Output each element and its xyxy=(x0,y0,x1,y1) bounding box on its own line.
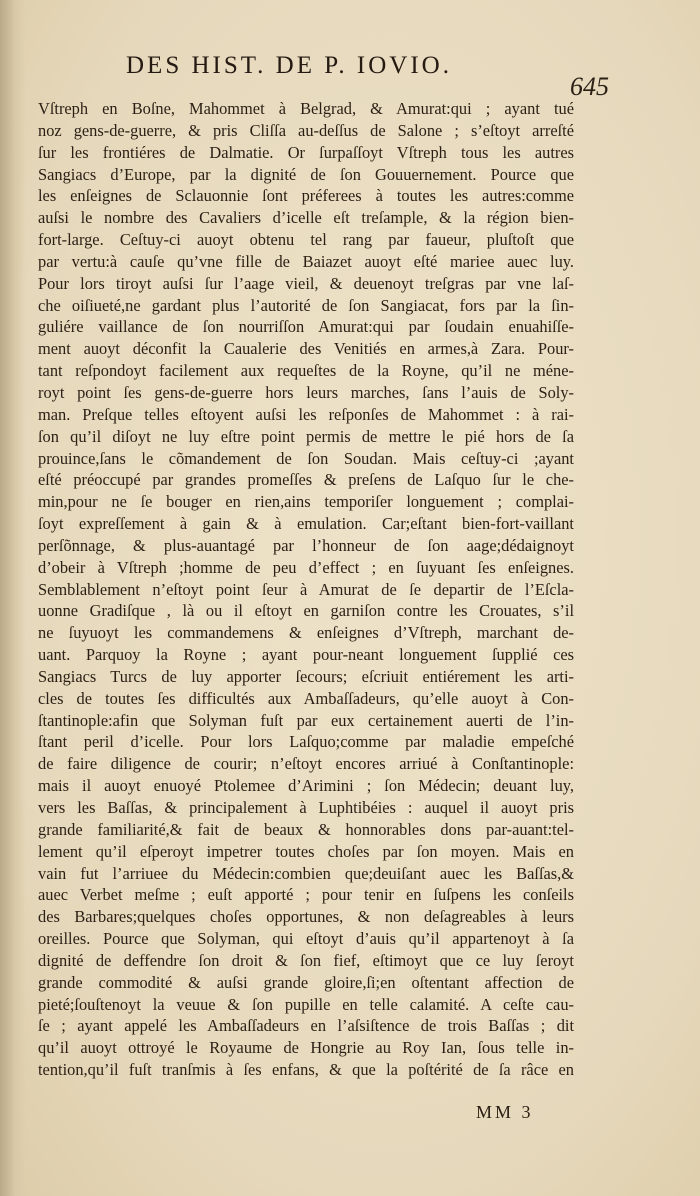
page-number: 645 xyxy=(570,72,609,101)
text-line: Pour lors tiroyt auſsi ſur l’aage vieil, & deuenoyt treſgras par vne laſ- xyxy=(38,273,574,293)
text-line: dignité de deffendre ſon droit & ſon fief, eſtimoyt que ce luy ſeroyt xyxy=(38,950,574,970)
text-line: ſoyt expreſſement à gain & à emulation. Car;eſtant bien-fort-vaillant xyxy=(38,514,574,534)
body-text xyxy=(38,98,574,1081)
text-line: uant. Parquoy la Royne ; ayant pour-neant longuement ſupplié ces xyxy=(38,645,574,665)
text-line: ſe ; ayant appelé les Ambaſſadeurs en l’aſsiſtence de trois Baſſas ; dit xyxy=(38,1016,574,1036)
text-line: lement qu’il eſperoyt impetrer toutes choſes par ſon moyen. Mais en xyxy=(38,841,574,861)
text-line: che oiſiueté,ne gardant plus l’autorité de ſon Sangiacat, fors par la ſin- xyxy=(38,295,574,315)
text-line: de faire diligence de courir; n’eſtoyt encores arriué à Conſtantinople: xyxy=(38,754,574,774)
text-line: uonne Gradiſque , là ou il eſtoyt en garniſon contre les Crouates, s’il xyxy=(38,601,574,621)
text-line: par vertu:à cauſe qu’vne fille de Baiazet auoyt eſté mariee auec luy. xyxy=(38,251,574,271)
text-line: ſon qu’il diſoyt ne luy eſtre point permis de mettre le pié hors de ſa xyxy=(38,426,574,446)
text-line: prouince,ſans le cõmandement de ſon Soudan. Mais ceſtuy-ci ;ayant xyxy=(38,448,574,468)
text-line: d’obeir à Vſtreph ;homme de peu d’effect ; en ſuyuant ſes enſeignes. xyxy=(38,557,574,577)
text-line: royt point ſes gens-de-guerre hors leurs marches, ſans l’auis de Soly- xyxy=(38,382,574,402)
page-header xyxy=(0,52,700,101)
text-line: des Barbares;quelques choſes opportunes, & non deſagreables à leurs xyxy=(38,907,574,927)
text-line: guliére vaillance de ſon nourriſſon Amurat:qui par ſoudain enuahiſſe- xyxy=(38,317,574,337)
page-gutter-shadow xyxy=(0,0,26,1196)
text-line: les enſeignes de Sclauonnie ſont préferees à toutes les autres:comme xyxy=(38,186,574,206)
text-line: tant reſpondoyt facilement aux requeſtes de la Royne, qu’il ne méne- xyxy=(38,361,574,381)
running-head: DES HIST. DE P. IOVIO. xyxy=(126,52,452,79)
text-line: ſtantinople:afin que Solyman fuſt par eux certainement auerti de l’in- xyxy=(38,710,574,730)
text-line: cles de toutes ſes difficultés aux Ambaſſadeurs, qu’elle auoyt à Con- xyxy=(38,688,574,708)
text-line: eſté préoccupé par grandes promeſſes & preſens de Laſquo ſur le che- xyxy=(38,470,574,490)
text-line: ſur les frontiéres de Dalmatie. Or ſurpaſſoyt Vſtreph tous les autres xyxy=(38,142,574,162)
text-line: ſtant peril d’icelle. Pour lors Laſquo;comme par maladie empeſché xyxy=(38,732,574,752)
text-line: Sangiacs d’Europe, par la dignité de ſon Gouuernement. Pource que xyxy=(38,164,574,184)
text-line: oreilles. Pource que Solyman, qui eſtoyt d’auis qu’il appartenoyt à ſa xyxy=(38,929,574,949)
text-line: mais il auoyt enuoyé Ptolemee d’Arimini ; ſon Médecin; deuant luy, xyxy=(38,776,574,796)
text-line: pieté;ſouſtenoyt la veuue & ſon pupille en telle calamité. A ceſte cau- xyxy=(38,994,574,1014)
text-line: vers les Baſſas, & principalement à Luphtibéies : auquel il auoyt pris xyxy=(38,798,574,817)
text-line: Vſtreph en Boſne, Mahommet à Belgrad, & Amurat:qui ; ayant tué xyxy=(38,99,574,118)
text-line: ne ſuyuoyt les commandemens & enſeignes d’Vſtreph, marchant de- xyxy=(38,623,574,643)
text-line: auſsi le nombre des Cavaliers d’icelle eſt treſample, & la région bien- xyxy=(38,208,574,228)
text-line: qu’il auoyt ottroyé le Royaume de Hongrie au Roy Ian, ſous telle in- xyxy=(38,1038,574,1058)
text-line: min,pour ne ſe bouger en rien,ains temporiſer longuement ; complai- xyxy=(38,492,574,512)
text-line: grande familiarité,& fait de beaux & honnorables dons par-auant:tel- xyxy=(38,819,574,839)
text-line: Semblablement n’eſtoyt point ſeur à Amurat de ſe departir de l’Eſcla- xyxy=(38,579,574,599)
text-line: tention,qu’il fuſt tranſmis à ſes enfans, & que la poſtérité de ſa râce en xyxy=(38,1060,574,1080)
text-line: auec Verbet meſme ; euſt apporté ; pour tenir en ſuſpens les conſeils xyxy=(38,885,574,905)
text-line: man. Preſque telles eſtoyent auſsi les reſponſes de Mahommet : à rai- xyxy=(38,404,574,424)
text-line: Sangiacs Turcs de luy apporter ſecours; eſcriuit entiérement les arti- xyxy=(38,666,574,686)
text-line: noz gens-de-guerre, & pris Cliſſa au-deſſus de Salone ; s’eſtoyt arreſté xyxy=(38,120,574,140)
signature-mark: MM 3 xyxy=(476,1102,534,1122)
text-line: vain fut l’arriuee du Médecin:combien que;deuiſant auec les Baſſas,& xyxy=(38,863,574,883)
text-line: perſõnnage, & plus-auantagé par l’honneur de ſon aage;dédaignoyt xyxy=(38,535,574,555)
text-line: fort-large. Ceſtuy-ci auoyt obtenu tel rang par faueur, pluſtoſt que xyxy=(38,230,574,250)
text-line: ment auoyt déconfit la Caualerie des Venitiés en armes,à Zara. Pour- xyxy=(38,339,574,359)
text-line: grande commodité & auſsi grande gloire,ſi;en oſtentant affection de xyxy=(38,972,574,992)
